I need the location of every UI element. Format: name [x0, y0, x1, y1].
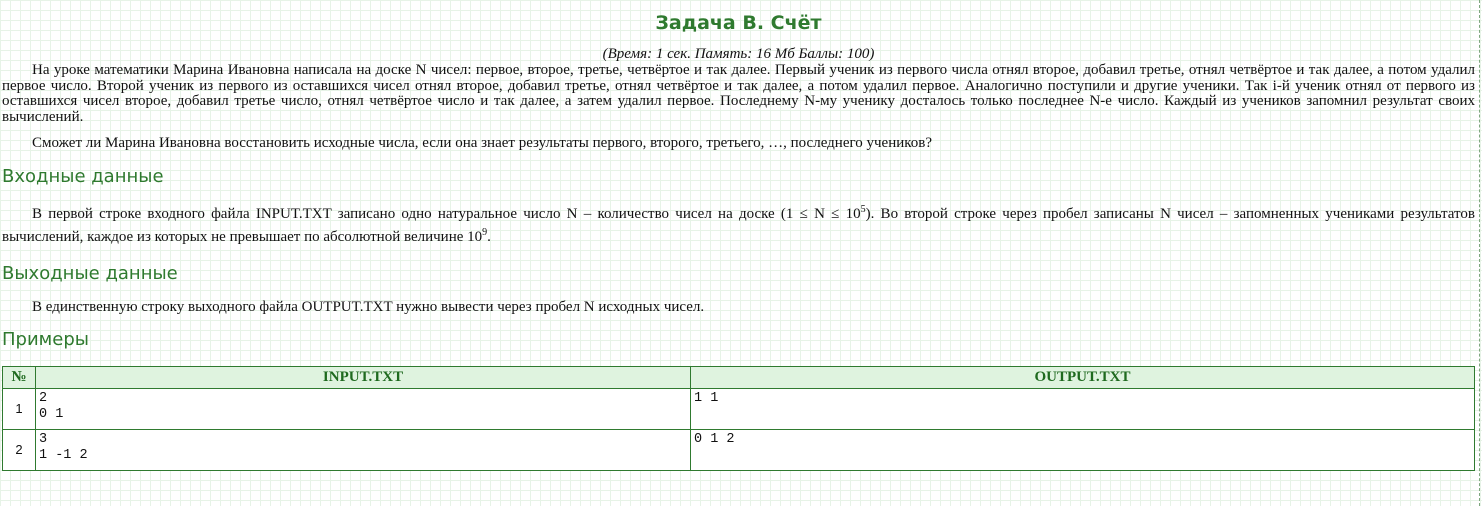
example-number: 1 [3, 389, 36, 430]
input-text-b: ). Во второй строке через пробел записаны N чисел – запомненных учениками результатов вычислений, каждое из которых не превышает по абсолютной величине 10 [2, 205, 1475, 245]
problem-title: Задача B. Счёт [655, 12, 822, 34]
problem-page [2, 10, 1475, 471]
problem-limits: (Время: 1 сек. Память: 16 Мб Баллы: 100) [602, 46, 875, 62]
input-description [2, 203, 1475, 249]
input-exponent-b: 9 [482, 226, 488, 238]
example-number: 2 [3, 430, 36, 471]
example-output: 0 1 2 [691, 430, 1475, 471]
input-text-c: . [487, 228, 491, 245]
examples-heading: Примеры [2, 329, 89, 350]
statement-paragraph-2: Сможет ли Марина Ивановна восстановить исходные числа, если она знает результаты первого, второго, третьего, …, последнего учеников? [32, 135, 933, 151]
column-header-output: OUTPUT.TXT [691, 367, 1475, 389]
table-row [3, 430, 1475, 471]
input-exponent-a: 5 [860, 203, 866, 215]
page-right-border [1479, 0, 1480, 506]
example-input: 3 1 -1 2 [36, 430, 691, 471]
example-input: 2 0 1 [36, 389, 691, 430]
output-heading: Выходные данные [2, 262, 178, 284]
examples-table [2, 366, 1475, 471]
input-text-a: В первой строке входного файла INPUT.TXT записано одно натуральное число N – количество чисел на доске (1 ≤ N ≤ 10 [32, 205, 861, 222]
statement-paragraph-1: На уроке математики Марина Ивановна написала на доске N чисел: первое, второе, третье, четвёртое и так далее. Первый ученик из первого числа отнял второе, добавил третье, отнял четвёртое и так далее, а потом удалил первое число. Второй ученик из первого из оставшихся чисел отнял второе, добавил третье, отнял четвёртое и так далее, а потом удалил первое. Аналогично поступили и другие ученики. Так i-й ученик отнял от первого из оставшихся чисел второе, добавил третье число, отнял четвёртое число и так далее, а затем удалил первое. Последнему N-му ученику досталось только последнее N-е число. Каждый из учеников запомнил результат своих вычислений. [2, 62, 1475, 125]
output-description: В единственную строку выходного файла OUTPUT.TXT нужно вывести через пробел N исходных чисел. [32, 298, 705, 315]
example-output: 1 1 [691, 389, 1475, 430]
column-header-input: INPUT.TXT [36, 367, 691, 389]
input-heading: Входные данные [2, 165, 164, 187]
examples-header-row [3, 367, 1475, 389]
column-header-number: № [3, 367, 36, 389]
table-row [3, 389, 1475, 430]
